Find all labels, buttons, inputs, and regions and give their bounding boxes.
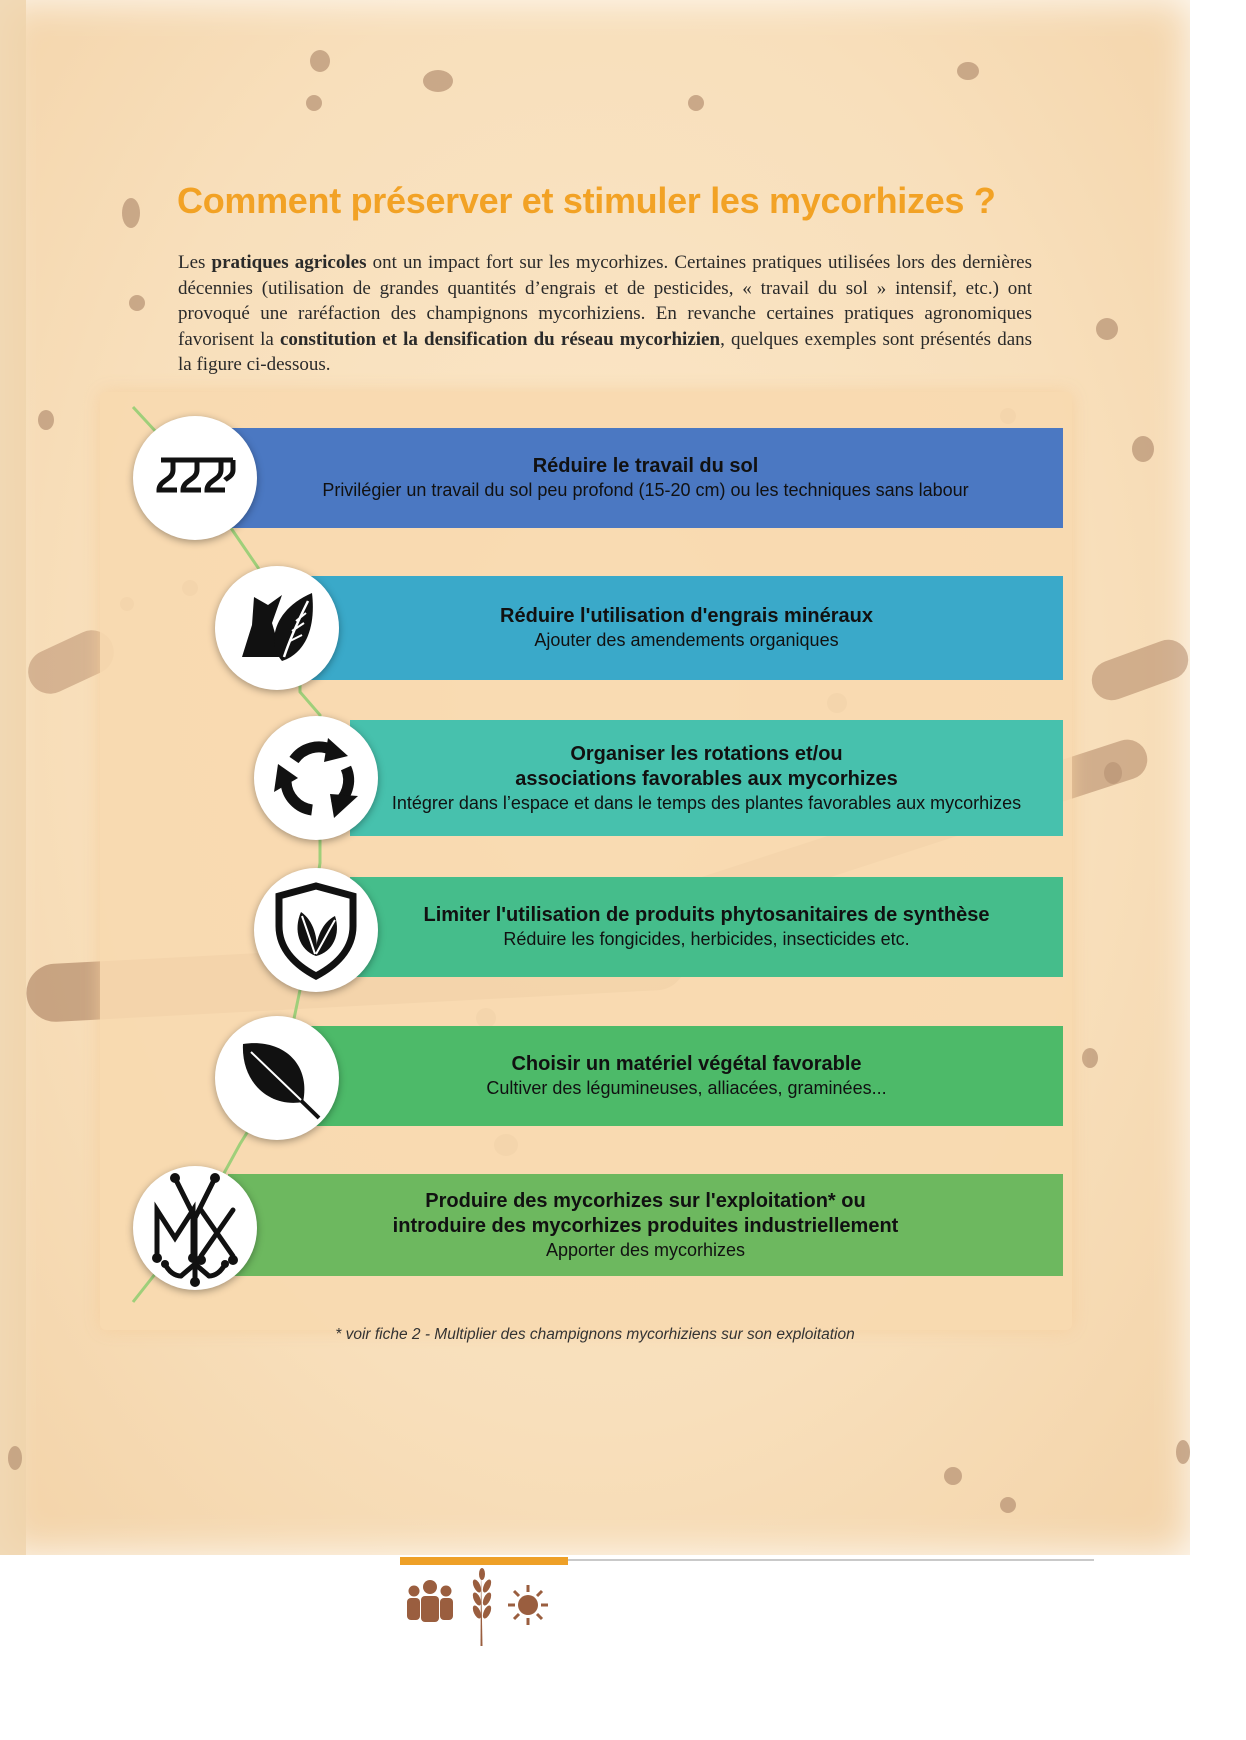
practice-title: Limiter l'utilisation de produits phytosanitaires de synthèse: [423, 904, 990, 926]
practice-band-5: [310, 1026, 1063, 1126]
practice-icon-circle: [133, 416, 257, 540]
practice-icon-circle: [254, 716, 378, 840]
practice-icon-circle: [254, 868, 378, 992]
practice-icon-circle: [215, 566, 339, 690]
practice-description: Privilégier un travail du sol peu profond (15-20 cm) ou les techniques sans labour: [322, 480, 969, 500]
mycorrhiza-symbol-icon: [145, 1168, 245, 1288]
practice-band-2: [310, 576, 1063, 680]
practice-title: Réduire l'utilisation d'engrais minéraux: [500, 605, 873, 627]
intro-emphasis: pratiques agricoles: [211, 252, 367, 273]
page-title: Comment préserver et stimuler les mycorhizes ?: [177, 180, 996, 221]
practice-band-6: [228, 1174, 1063, 1276]
practice-title: Réduire le travail du sol: [532, 455, 759, 477]
practice-icon-circle: [215, 1016, 339, 1140]
intro-paragraph: [178, 250, 1032, 378]
leaf-icon: [229, 1030, 325, 1126]
footnote: * voir fiche 2 - Multiplier des champignons mycorhiziens sur son exploitation: [335, 1326, 855, 1343]
practice-description: Cultiver des légumineuses, alliacées, graminées...: [486, 1078, 887, 1098]
page-edge: [0, 0, 26, 1555]
people-icon: [404, 1578, 456, 1622]
fertilizer-bag-leaf-icon: [232, 583, 322, 673]
practice-icon-circle: [133, 1166, 257, 1290]
practice-title: Choisir un matériel végétal favorable: [511, 1053, 862, 1075]
intro-text: , quelques exemples sont présentés dans la figure ci-dessous.: [178, 328, 1033, 375]
sun-icon: [507, 1584, 549, 1626]
shield-leaves-icon: [271, 880, 361, 980]
intro-text: ont un impact fort sur les mycorhizes. Certaines pratiques utilisées lors des dernières décennies (utilisation de grandes quantités d’engrais et de pesticides, « travail du sol » intensif, etc.) ont provoqué une raréfaction des champignons mycorhiziens. En revanche certaines pratiques agronomiques favorisent la: [178, 252, 1032, 350]
practice-description: Ajouter des amendements organiques: [534, 630, 839, 650]
practice-title: Produire des mycorhizes sur l'exploitation* ou introduire des mycorhizes produites industriellement: [392, 1189, 899, 1237]
footer-accent-bar: [400, 1557, 568, 1565]
wheat-icon: [470, 1568, 494, 1646]
practice-band-3: [350, 720, 1063, 836]
practice-band-1: [228, 428, 1063, 528]
intro-text: Les: [178, 252, 212, 273]
practice-description: Intégrer dans l’espace et dans le temps des plantes favorables aux mycorhizes: [391, 792, 1022, 813]
practice-description: Réduire les fongicides, herbicides, insecticides etc.: [503, 929, 910, 949]
plough-icon: [147, 446, 243, 510]
practice-title: Organiser les rotations et/ou associations favorables aux mycorhizes: [515, 742, 898, 790]
intro-emphasis: constitution et la densification du réseau mycorhizien: [279, 328, 721, 350]
practice-band-4: [350, 877, 1063, 977]
rotation-arrows-icon: [268, 730, 364, 826]
practice-description: Apporter des mycorhizes: [545, 1239, 746, 1260]
